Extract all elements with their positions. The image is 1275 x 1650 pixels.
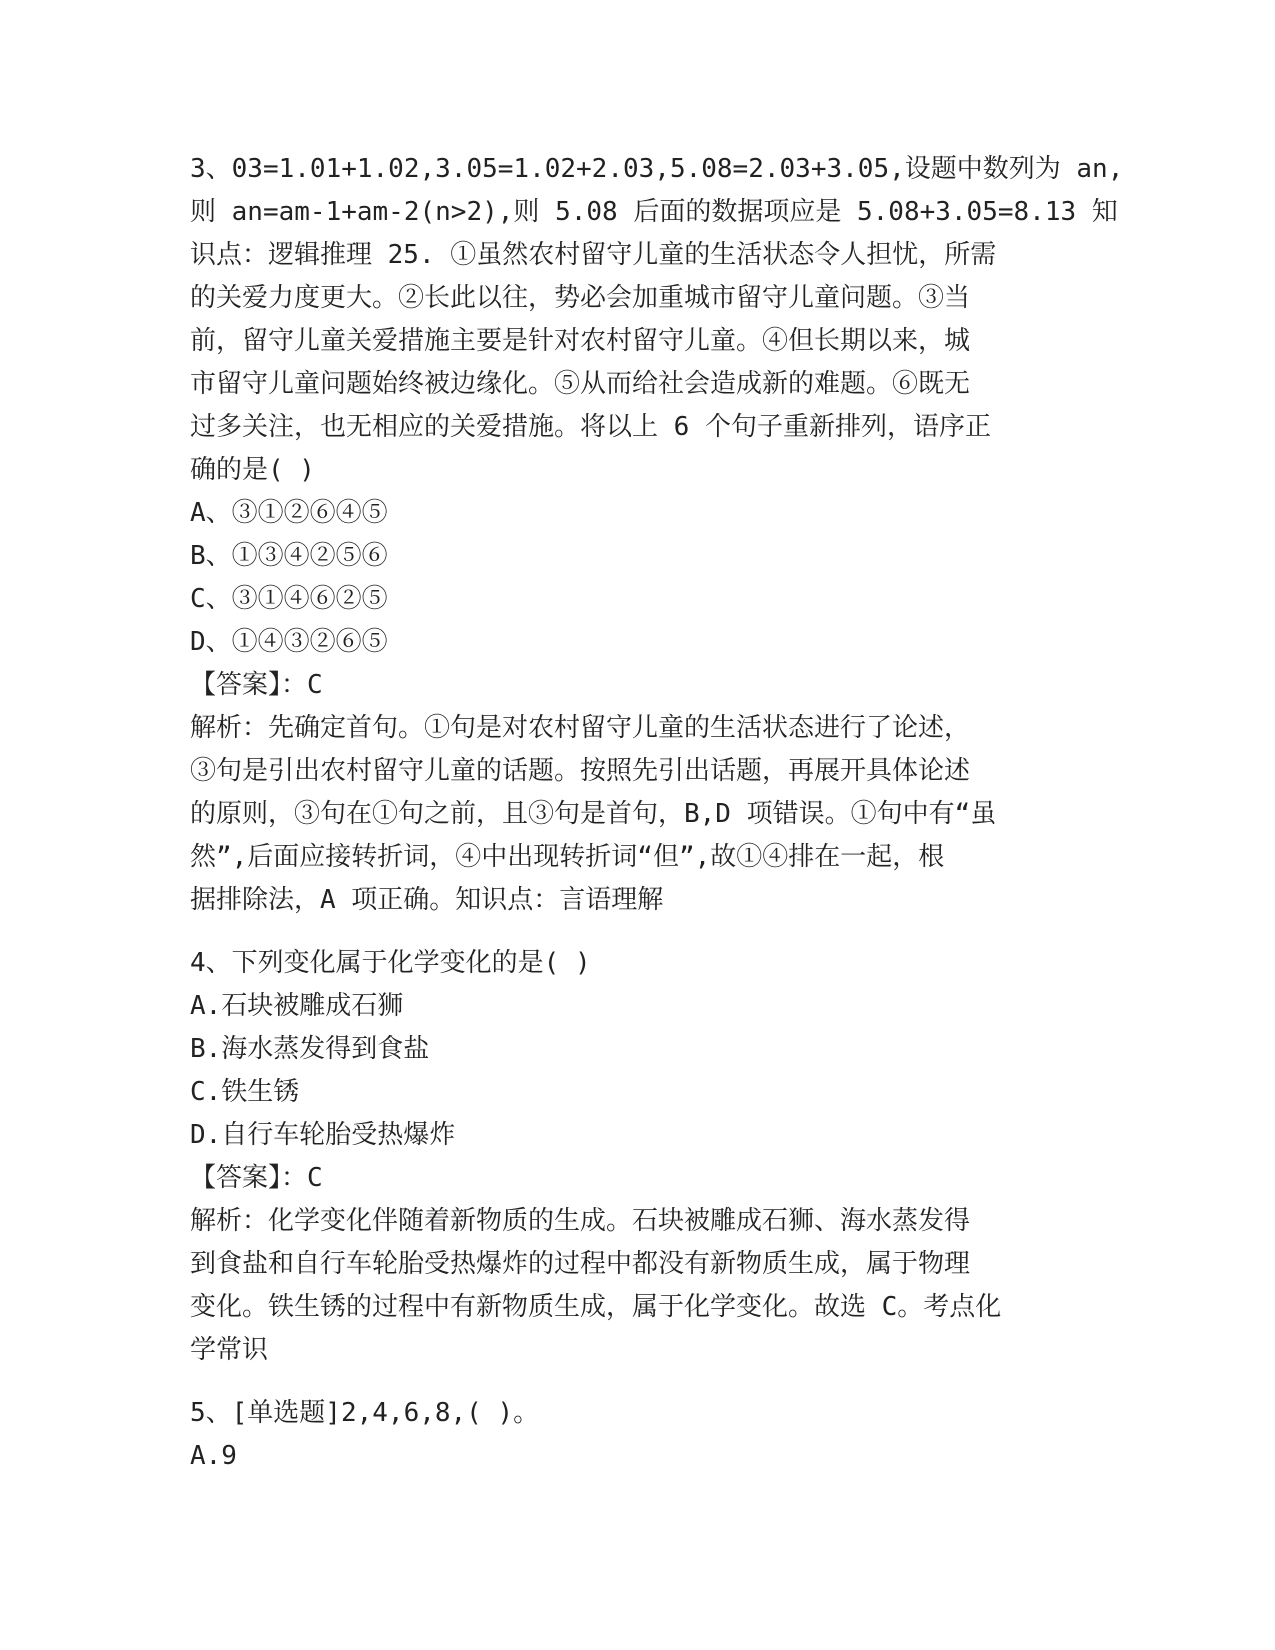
text-line: 的关爱力度更大。②长此以往，势必会加重城市留守儿童问题。③当	[190, 283, 971, 313]
text-line: ③句是引出农村留守儿童的话题。按照先引出话题，再展开具体论述	[190, 756, 971, 786]
text-line: 市留守儿童问题始终被边缘化。⑤从而给社会造成新的难题。⑥既无	[190, 369, 971, 399]
question-3-options	[190, 492, 1090, 664]
question-3-answer	[190, 664, 1090, 707]
document-content	[190, 148, 1124, 1478]
text-line: 识点：逻辑推理 25. ①虽然农村留守儿童的生活状态令人担忧，所需	[190, 240, 997, 270]
text-line: 过多关注，也无相应的关爱措施。将以上 6 个句子重新排列，语序正	[190, 412, 991, 442]
text-line: 然”,后面应接转折词，④中出现转折词“但”,故①④排在一起，根	[190, 842, 945, 872]
text-line: 前，留守儿童关爱措施主要是针对农村留守儿童。④但长期以来，城	[190, 326, 971, 356]
question-4-stem	[190, 942, 1090, 985]
answer-line: 【答案】：C	[190, 1163, 323, 1193]
question-4-options	[190, 985, 1090, 1157]
text-line: 3、03=1.01+1.02,3.05=1.02+2.03,5.08=2.03+3.05,设题中数列为 an,	[190, 154, 1124, 184]
option-c: C.铁生锈	[190, 1077, 300, 1107]
question-5-stem	[190, 1392, 1090, 1435]
option-c: C、③①④⑥②⑤	[190, 584, 388, 614]
text-line: 4、下列变化属于化学变化的是( )	[190, 948, 591, 978]
option-b: B、①③④②⑤⑥	[190, 541, 388, 571]
option-b: B.海水蒸发得到食盐	[190, 1034, 430, 1064]
option-d: D、①④③②⑥⑤	[190, 627, 388, 657]
text-line: 确的是( )	[190, 455, 315, 485]
text-line: 据排除法，A 项正确。知识点：言语理解	[190, 885, 664, 915]
text-line: 解析：先确定首句。①句是对农村留守儿童的生活状态进行了论述，	[190, 713, 971, 743]
question-spacer	[190, 1372, 1090, 1392]
text-line: 学常识	[190, 1335, 269, 1365]
text-line: 5、[单选题]2,4,6,8,( )。	[190, 1398, 540, 1428]
question-4-answer	[190, 1157, 1090, 1200]
text-line: 到食盐和自行车轮胎受热爆炸的过程中都没有新物质生成，属于物理	[190, 1249, 971, 1279]
option-d: D.自行车轮胎受热爆炸	[190, 1120, 456, 1150]
option-a: A.石块被雕成石狮	[190, 991, 404, 1021]
text-line: 的原则，③句在①句之前，且③句是首句，B,D 项错误。①句中有“虽	[190, 799, 997, 829]
question-3-stem	[190, 148, 1124, 492]
question-4-analysis	[190, 1200, 1090, 1372]
option-a: A、③①②⑥④⑤	[190, 498, 388, 528]
text-line: 解析：化学变化伴随着新物质的生成。石块被雕成石狮、海水蒸发得	[190, 1206, 971, 1236]
question-3-analysis	[190, 707, 1090, 922]
option-a: A.9	[190, 1441, 237, 1471]
question-spacer	[190, 922, 1090, 942]
text-line: 则 an=am-1+am-2(n>2),则 5.08 后面的数据项应是 5.08+3.05=8.13 知	[190, 197, 1118, 227]
text-line: 变化。铁生锈的过程中有新物质生成，属于化学变化。故选 C。考点化	[190, 1292, 1002, 1322]
answer-line: 【答案】：C	[190, 670, 323, 700]
question-5-options	[190, 1435, 1090, 1478]
